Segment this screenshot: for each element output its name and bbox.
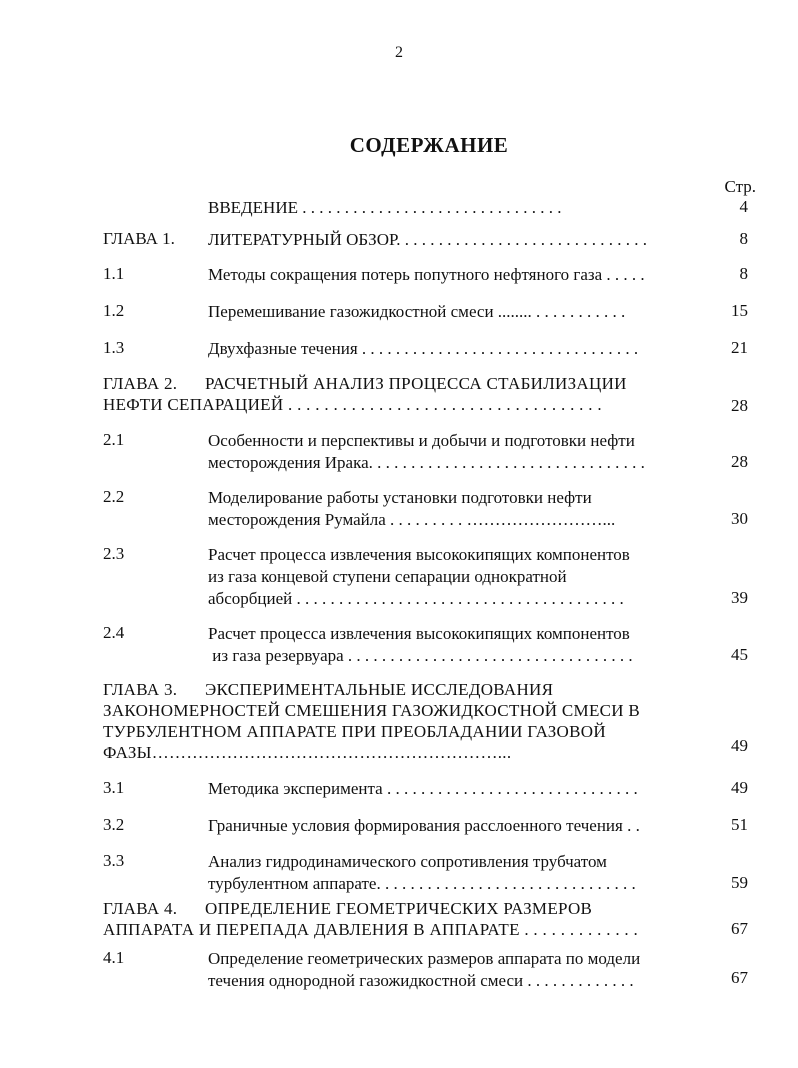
toc-entry-text-line: Расчет процесса извлечения высококипящих компонентов (208, 545, 630, 564)
toc-entry-text-line: из газа концевой ступени сепарации однократной (208, 567, 567, 586)
toc-entry-text-line: Определение геометрических размеров аппарата по модели (208, 949, 641, 968)
toc-entry-page: 8 (739, 264, 748, 283)
toc-section-number: 2.3 (103, 544, 125, 563)
toc-chapter-number: ГЛАВА 4. (103, 899, 178, 918)
toc-section-number: 1.3 (103, 338, 125, 357)
toc-entry-page: 28 (731, 452, 748, 471)
toc-entry-text: ВВЕДЕНИЕ . . . . . . . . . . . . . . . . . . . . . . . . . . . . . . . (208, 198, 562, 217)
toc-entry-text-line: Моделирование работы установки подготовки нефти (208, 488, 592, 507)
toc-section-number: 4.1 (103, 948, 125, 967)
toc-entry-text-line: Расчет процесса извлечения высококипящих компонентов (208, 624, 630, 643)
toc-entry-page: 39 (731, 588, 748, 607)
toc-entry-page: 4 (739, 197, 748, 216)
toc-entry-text-line: турбулентном аппарате. . . . . . . . . . . . . . . . . . . . . . . . . . . . . . . (208, 874, 636, 893)
toc-section-number: 3.3 (103, 851, 125, 870)
toc-chapter-number: ГЛАВА 3. (103, 680, 178, 699)
toc-entry-page: 15 (731, 301, 748, 320)
toc-section-number: 3.1 (103, 778, 125, 797)
toc-entry-text: Двухфазные течения . . . . . . . . . . . . . . . . . . . . . . . . . . . . . . . . . (208, 339, 639, 358)
toc-entry-page: 49 (731, 778, 748, 797)
toc-entry-page: 49 (731, 736, 748, 755)
toc-entry-text-line: Анализ гидродинамического сопротивления трубчатом (208, 852, 607, 871)
toc-chapter-number: ГЛАВА 1. (103, 229, 175, 248)
page-title: СОДЕРЖАНИЕ (349, 133, 509, 157)
toc-entry-text: Методы сокращения потерь попутного нефтяного газа . . . . . (208, 265, 645, 284)
toc-entry-text-line: Особенности и перспективы и добычи и подготовки нефти (208, 431, 635, 450)
toc-chapter-number: ГЛАВА 2. (103, 374, 178, 393)
toc-entry-text-line: РАСЧЕТНЫЙ АНАЛИЗ ПРОЦЕССА СТАБИЛИЗАЦИИ (205, 374, 627, 393)
toc-entry-text-line: ТУРБУЛЕНТНОМ АППАРАТЕ ПРИ ПРЕОБЛАДАНИИ ГАЗОВОЙ (103, 722, 606, 741)
page-number: 2 (395, 44, 403, 61)
toc-entry-text-line: абсорбцией . . . . . . . . . . . . . . . . . . . . . . . . . . . . . . . . . . . . . . . (208, 589, 624, 608)
toc-entry-text: Методика эксперимента . . . . . . . . . . . . . . . . . . . . . . . . . . . . . . (208, 779, 638, 798)
toc-entry-page: 28 (731, 396, 748, 415)
toc-section-number: 3.2 (103, 815, 125, 834)
toc-entry-text-line: ОПРЕДЕЛЕНИЕ ГЕОМЕТРИЧЕСКИХ РАЗМЕРОВ (205, 899, 593, 918)
toc-entry-text: Граничные условия формирования расслоенного течения . . (208, 816, 640, 835)
toc-entry-page: 30 (731, 509, 748, 528)
toc-entry-text-line: течения однородной газожидкостной смеси . . . . . . . . . . . . . (208, 971, 634, 990)
toc-entry-text-line: месторождения Ирака. . . . . . . . . . . . . . . . . . . . . . . . . . . . . . . . . (208, 453, 645, 472)
toc-entry-text-line: ФАЗЫ……………………………………………………... (103, 743, 512, 762)
toc-entry-page: 59 (731, 873, 748, 892)
toc-entry-text-line: из газа резервуара . . . . . . . . . . . . . . . . . . . . . . . . . . . . . . . . . . (208, 646, 633, 665)
toc-entry-text-line: АППАРАТА И ПЕРЕПАДА ДАВЛЕНИЯ В АППАРАТЕ . . . . . . . . . . . . . (103, 920, 639, 939)
toc-section-number: 1.2 (103, 301, 125, 320)
toc-entry-page: 67 (731, 968, 748, 987)
toc-section-number: 2.4 (103, 623, 125, 642)
toc-entry-text-line: месторождения Румайла . . . . . . . . . ……………………... (208, 510, 616, 529)
toc-entry-text-line: ЗАКОНОМЕРНОСТЕЙ СМЕШЕНИЯ ГАЗОЖИДКОСТНОЙ СМЕСИ В (103, 701, 641, 720)
toc-entry-text: Перемешивание газожидкостной смеси ........ . . . . . . . . . . . (208, 302, 626, 321)
toc-entry-page: 45 (731, 645, 748, 664)
toc-entry-page: 8 (739, 229, 748, 248)
toc-entry-text: ЛИТЕРАТУРНЫЙ ОБЗОР. . . . . . . . . . . . . . . . . . . . . . . . . . . . . . (208, 230, 648, 249)
toc-entry-text-line: ЭКСПЕРИМЕНТАЛЬНЫЕ ИССЛЕДОВАНИЯ (205, 680, 554, 699)
toc-entry-page: 21 (731, 338, 748, 357)
toc-entry-page: 67 (731, 919, 748, 938)
toc-section-number: 1.1 (103, 264, 125, 283)
toc-section-number: 2.2 (103, 487, 125, 506)
toc-section-number: 2.1 (103, 430, 125, 449)
page-column-label: Стр. (724, 177, 756, 196)
toc-entry-page: 51 (731, 815, 748, 834)
toc-entry-text-line: НЕФТИ СЕПАРАЦИЕЙ . . . . . . . . . . . . . . . . . . . . . . . . . . . . . . . . . . . (103, 395, 602, 414)
